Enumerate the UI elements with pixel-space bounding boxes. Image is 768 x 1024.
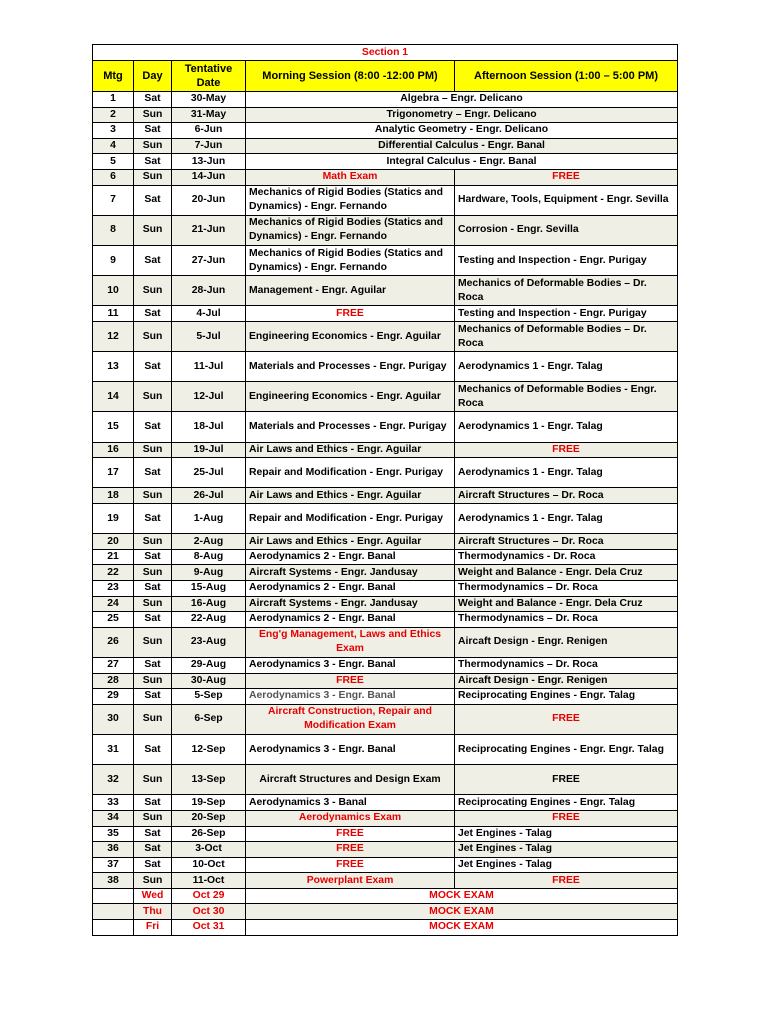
day-cell: Sun xyxy=(134,873,172,889)
meeting-number: 9 xyxy=(93,245,134,275)
date-cell: 28-Jun xyxy=(172,276,246,306)
date-cell: 26-Jul xyxy=(172,488,246,504)
afternoon-session: Mechanics of Deformable Bodies – Dr. Roca xyxy=(455,321,678,351)
meeting-number: 21 xyxy=(93,549,134,565)
afternoon-session: FREE xyxy=(455,442,678,458)
meeting-number: 26 xyxy=(93,627,134,657)
morning-session: Mechanics of Rigid Bodies (Statics and Dynamics) - Engr. Fernando xyxy=(246,215,455,245)
afternoon-session: Aerodynamics 1 - Engr. Talag xyxy=(455,412,678,442)
day-cell: Sun xyxy=(134,382,172,412)
afternoon-session: Hardware, Tools, Equipment - Engr. Sevilla xyxy=(455,185,678,215)
table-row xyxy=(93,107,678,123)
meeting-number: 7 xyxy=(93,185,134,215)
date-cell: 18-Jul xyxy=(172,412,246,442)
day-cell: Wed xyxy=(134,888,172,904)
afternoon-session: Reciprocating Engines - Engr. Talag xyxy=(455,689,678,705)
date-cell: 12-Sep xyxy=(172,734,246,764)
meeting-number xyxy=(93,904,134,920)
morning-session: Aerodynamics 2 - Engr. Banal xyxy=(246,549,455,565)
table-row xyxy=(93,123,678,139)
table-row xyxy=(93,689,678,705)
date-cell: 8-Aug xyxy=(172,549,246,565)
header-morning: Morning Session (8:00 -12:00 PM) xyxy=(246,61,455,92)
date-cell: 31-May xyxy=(172,107,246,123)
table-row xyxy=(93,765,678,795)
meeting-number: 22 xyxy=(93,565,134,581)
table-row xyxy=(93,458,678,488)
meeting-number: 14 xyxy=(93,382,134,412)
afternoon-session: Aerodynamics 1 - Engr. Talag xyxy=(455,458,678,488)
afternoon-session: Aircaft Design - Engr. Renigen xyxy=(455,673,678,689)
day-cell: Sun xyxy=(134,565,172,581)
date-cell: 3-Oct xyxy=(172,842,246,858)
meeting-number: 13 xyxy=(93,352,134,382)
full-day-session: Integral Calculus - Engr. Banal xyxy=(246,154,678,170)
day-cell: Sun xyxy=(134,321,172,351)
morning-session: Eng'g Management, Laws and Ethics Exam xyxy=(246,627,455,657)
date-cell: 26-Sep xyxy=(172,826,246,842)
table-row xyxy=(93,276,678,306)
date-cell: Oct 31 xyxy=(172,920,246,936)
meeting-number: 16 xyxy=(93,442,134,458)
date-cell: 9-Aug xyxy=(172,565,246,581)
table-row xyxy=(93,549,678,565)
date-cell: 19-Sep xyxy=(172,795,246,811)
afternoon-session: Thermodynamics – Dr. Roca xyxy=(455,657,678,673)
table-row xyxy=(93,596,678,612)
afternoon-session: Aerodynamics 1 - Engr. Talag xyxy=(455,352,678,382)
date-cell: 4-Jul xyxy=(172,306,246,322)
full-day-session: MOCK EXAM xyxy=(246,888,678,904)
header-day: Day xyxy=(134,61,172,92)
table-row xyxy=(93,488,678,504)
table-row xyxy=(93,534,678,550)
afternoon-session: Aircraft Structures – Dr. Roca xyxy=(455,488,678,504)
meeting-number: 5 xyxy=(93,154,134,170)
table-row xyxy=(93,321,678,351)
table-row xyxy=(93,795,678,811)
table-row xyxy=(93,920,678,936)
full-day-session: Analytic Geometry - Engr. Delicano xyxy=(246,123,678,139)
day-cell: Sat xyxy=(134,657,172,673)
date-cell: 6-Sep xyxy=(172,704,246,734)
meeting-number: 11 xyxy=(93,306,134,322)
day-cell: Sat xyxy=(134,154,172,170)
morning-session: Engineering Economics - Engr. Aguilar xyxy=(246,382,455,412)
meeting-number: 35 xyxy=(93,826,134,842)
morning-session: Aircraft Systems - Engr. Jandusay xyxy=(246,596,455,612)
afternoon-session: FREE xyxy=(455,810,678,826)
meeting-number: 24 xyxy=(93,596,134,612)
day-cell: Sun xyxy=(134,534,172,550)
table-row xyxy=(93,657,678,673)
date-cell: 14-Jun xyxy=(172,169,246,185)
morning-session: Management - Engr. Aguilar xyxy=(246,276,455,306)
afternoon-session: Thermodynamics – Dr. Roca xyxy=(455,612,678,628)
morning-session: Aircraft Construction, Repair and Modification Exam xyxy=(246,704,455,734)
afternoon-session: Weight and Balance - Engr. Dela Cruz xyxy=(455,565,678,581)
full-day-session: Algebra – Engr. Delicano xyxy=(246,92,678,108)
table-row xyxy=(93,826,678,842)
full-day-session: Trigonometry – Engr. Delicano xyxy=(246,107,678,123)
date-cell: Oct 29 xyxy=(172,888,246,904)
meeting-number: 37 xyxy=(93,857,134,873)
section-title-row xyxy=(93,45,678,61)
date-cell: 12-Jul xyxy=(172,382,246,412)
day-cell: Sat xyxy=(134,857,172,873)
date-cell: 7-Jun xyxy=(172,138,246,154)
afternoon-session: Reciprocating Engines - Engr. Engr. Talag xyxy=(455,734,678,764)
meeting-number: 17 xyxy=(93,458,134,488)
day-cell: Fri xyxy=(134,920,172,936)
full-day-session: MOCK EXAM xyxy=(246,904,678,920)
table-row xyxy=(93,842,678,858)
table-row xyxy=(93,888,678,904)
day-cell: Sat xyxy=(134,123,172,139)
morning-session: Aerodynamics 3 - Engr. Banal xyxy=(246,689,455,705)
date-cell: 5-Sep xyxy=(172,689,246,705)
meeting-number: 4 xyxy=(93,138,134,154)
date-cell: Oct 30 xyxy=(172,904,246,920)
table-row xyxy=(93,810,678,826)
morning-session: FREE xyxy=(246,826,455,842)
date-cell: 16-Aug xyxy=(172,596,246,612)
table-row xyxy=(93,873,678,889)
day-cell: Sat xyxy=(134,581,172,597)
header-date: Tentative Date xyxy=(172,61,246,92)
afternoon-session: FREE xyxy=(455,873,678,889)
meeting-number: 3 xyxy=(93,123,134,139)
meeting-number: 29 xyxy=(93,689,134,705)
meeting-number: 36 xyxy=(93,842,134,858)
header-row xyxy=(93,61,678,92)
table-row xyxy=(93,185,678,215)
meeting-number: 38 xyxy=(93,873,134,889)
table-row xyxy=(93,245,678,275)
day-cell: Sat xyxy=(134,245,172,275)
afternoon-session: FREE xyxy=(455,765,678,795)
afternoon-session: Testing and Inspection - Engr. Purigay xyxy=(455,306,678,322)
day-cell: Sat xyxy=(134,842,172,858)
meeting-number: 33 xyxy=(93,795,134,811)
morning-session: Repair and Modification - Engr. Purigay xyxy=(246,458,455,488)
date-cell: 1-Aug xyxy=(172,504,246,534)
morning-session: Air Laws and Ethics - Engr. Aguilar xyxy=(246,534,455,550)
date-cell: 29-Aug xyxy=(172,657,246,673)
meeting-number: 12 xyxy=(93,321,134,351)
date-cell: 15-Aug xyxy=(172,581,246,597)
day-cell: Sun xyxy=(134,673,172,689)
meeting-number xyxy=(93,888,134,904)
meeting-number: 27 xyxy=(93,657,134,673)
day-cell: Sat xyxy=(134,92,172,108)
table-row xyxy=(93,442,678,458)
day-cell: Sat xyxy=(134,734,172,764)
date-cell: 25-Jul xyxy=(172,458,246,488)
morning-session: Aerodynamics 3 - Engr. Banal xyxy=(246,657,455,673)
day-cell: Sat xyxy=(134,504,172,534)
morning-session: Air Laws and Ethics - Engr. Aguilar xyxy=(246,442,455,458)
date-cell: 22-Aug xyxy=(172,612,246,628)
meeting-number: 30 xyxy=(93,704,134,734)
date-cell: 21-Jun xyxy=(172,215,246,245)
table-row xyxy=(93,154,678,170)
meeting-number xyxy=(93,920,134,936)
meeting-number: 18 xyxy=(93,488,134,504)
section-title: Section 1 xyxy=(93,45,678,61)
afternoon-session: FREE xyxy=(455,169,678,185)
day-cell: Sat xyxy=(134,795,172,811)
afternoon-session: Reciprocating Engines - Engr. Talag xyxy=(455,795,678,811)
date-cell: 6-Jun xyxy=(172,123,246,139)
morning-session: Materials and Processes - Engr. Purigay xyxy=(246,412,455,442)
schedule-table xyxy=(92,44,678,936)
morning-session: Aerodynamics Exam xyxy=(246,810,455,826)
morning-session: FREE xyxy=(246,842,455,858)
morning-session: Math Exam xyxy=(246,169,455,185)
table-row xyxy=(93,627,678,657)
afternoon-session: Aircaft Design - Engr. Renigen xyxy=(455,627,678,657)
meeting-number: 1 xyxy=(93,92,134,108)
header-afternoon: Afternoon Session (1:00 – 5:00 PM) xyxy=(455,61,678,92)
date-cell: 23-Aug xyxy=(172,627,246,657)
meeting-number: 19 xyxy=(93,504,134,534)
morning-session: Aircraft Systems - Engr. Jandusay xyxy=(246,565,455,581)
date-cell: 27-Jun xyxy=(172,245,246,275)
date-cell: 30-Aug xyxy=(172,673,246,689)
afternoon-session: FREE xyxy=(455,704,678,734)
date-cell: 2-Aug xyxy=(172,534,246,550)
day-cell: Sat xyxy=(134,458,172,488)
afternoon-session: Weight and Balance - Engr. Dela Cruz xyxy=(455,596,678,612)
table-row xyxy=(93,138,678,154)
table-row xyxy=(93,673,678,689)
morning-session: Aircraft Structures and Design Exam xyxy=(246,765,455,795)
meeting-number: 2 xyxy=(93,107,134,123)
morning-session: Aerodynamics 3 - Banal xyxy=(246,795,455,811)
morning-session: Aerodynamics 2 - Engr. Banal xyxy=(246,612,455,628)
afternoon-session: Aerodynamics 1 - Engr. Talag xyxy=(455,504,678,534)
afternoon-session: Testing and Inspection - Engr. Purigay xyxy=(455,245,678,275)
date-cell: 20-Jun xyxy=(172,185,246,215)
day-cell: Thu xyxy=(134,904,172,920)
date-cell: 10-Oct xyxy=(172,857,246,873)
morning-session: Engineering Economics - Engr. Aguilar xyxy=(246,321,455,351)
header-mtg: Mtg xyxy=(93,61,134,92)
morning-session: FREE xyxy=(246,673,455,689)
morning-session: Repair and Modification - Engr. Purigay xyxy=(246,504,455,534)
morning-session: Mechanics of Rigid Bodies (Statics and Dynamics) - Engr. Fernando xyxy=(246,245,455,275)
afternoon-session: Jet Engines - Talag xyxy=(455,842,678,858)
day-cell: Sun xyxy=(134,596,172,612)
day-cell: Sat xyxy=(134,306,172,322)
date-cell: 30-May xyxy=(172,92,246,108)
table-row xyxy=(93,857,678,873)
meeting-number: 25 xyxy=(93,612,134,628)
morning-session: Powerplant Exam xyxy=(246,873,455,889)
table-row xyxy=(93,581,678,597)
afternoon-session: Thermodynamics - Dr. Roca xyxy=(455,549,678,565)
day-cell: Sat xyxy=(134,412,172,442)
day-cell: Sat xyxy=(134,185,172,215)
date-cell: 13-Sep xyxy=(172,765,246,795)
meeting-number: 28 xyxy=(93,673,134,689)
day-cell: Sun xyxy=(134,442,172,458)
morning-session: Aerodynamics 2 - Engr. Banal xyxy=(246,581,455,597)
afternoon-session: Mechanics of Deformable Bodies – Dr. Roca xyxy=(455,276,678,306)
table-row xyxy=(93,352,678,382)
afternoon-session: Mechanics of Deformable Bodies - Engr. Roca xyxy=(455,382,678,412)
meeting-number: 15 xyxy=(93,412,134,442)
schedule-body xyxy=(93,45,678,936)
date-cell: 11-Jul xyxy=(172,352,246,382)
afternoon-session: Thermodynamics – Dr. Roca xyxy=(455,581,678,597)
table-row xyxy=(93,904,678,920)
table-row xyxy=(93,306,678,322)
full-day-session: MOCK EXAM xyxy=(246,920,678,936)
morning-session: Materials and Processes - Engr. Purigay xyxy=(246,352,455,382)
morning-session: Aerodynamics 3 - Engr. Banal xyxy=(246,734,455,764)
day-cell: Sun xyxy=(134,810,172,826)
afternoon-session: Aircraft Structures – Dr. Roca xyxy=(455,534,678,550)
meeting-number: 10 xyxy=(93,276,134,306)
meeting-number: 6 xyxy=(93,169,134,185)
day-cell: Sat xyxy=(134,612,172,628)
afternoon-session: Jet Engines - Talag xyxy=(455,857,678,873)
meeting-number: 20 xyxy=(93,534,134,550)
day-cell: Sun xyxy=(134,107,172,123)
morning-session: Air Laws and Ethics - Engr. Aguilar xyxy=(246,488,455,504)
day-cell: Sat xyxy=(134,352,172,382)
table-row xyxy=(93,734,678,764)
day-cell: Sun xyxy=(134,704,172,734)
table-row xyxy=(93,169,678,185)
date-cell: 13-Jun xyxy=(172,154,246,170)
meeting-number: 31 xyxy=(93,734,134,764)
full-day-session: Differential Calculus - Engr. Banal xyxy=(246,138,678,154)
day-cell: Sat xyxy=(134,549,172,565)
day-cell: Sun xyxy=(134,169,172,185)
meeting-number: 34 xyxy=(93,810,134,826)
table-row xyxy=(93,412,678,442)
table-row xyxy=(93,382,678,412)
morning-session: Mechanics of Rigid Bodies (Statics and Dynamics) - Engr. Fernando xyxy=(246,185,455,215)
day-cell: Sun xyxy=(134,215,172,245)
meeting-number: 8 xyxy=(93,215,134,245)
date-cell: 20-Sep xyxy=(172,810,246,826)
afternoon-session: Jet Engines - Talag xyxy=(455,826,678,842)
meeting-number: 23 xyxy=(93,581,134,597)
day-cell: Sat xyxy=(134,826,172,842)
table-row xyxy=(93,565,678,581)
table-row xyxy=(93,704,678,734)
day-cell: Sun xyxy=(134,276,172,306)
table-row xyxy=(93,504,678,534)
date-cell: 11-Oct xyxy=(172,873,246,889)
date-cell: 19-Jul xyxy=(172,442,246,458)
afternoon-session: Corrosion - Engr. Sevilla xyxy=(455,215,678,245)
day-cell: Sun xyxy=(134,627,172,657)
morning-session: FREE xyxy=(246,857,455,873)
day-cell: Sat xyxy=(134,689,172,705)
day-cell: Sun xyxy=(134,138,172,154)
date-cell: 5-Jul xyxy=(172,321,246,351)
table-row xyxy=(93,612,678,628)
table-row xyxy=(93,215,678,245)
morning-session: FREE xyxy=(246,306,455,322)
day-cell: Sun xyxy=(134,488,172,504)
day-cell: Sun xyxy=(134,765,172,795)
meeting-number: 32 xyxy=(93,765,134,795)
table-row xyxy=(93,92,678,108)
